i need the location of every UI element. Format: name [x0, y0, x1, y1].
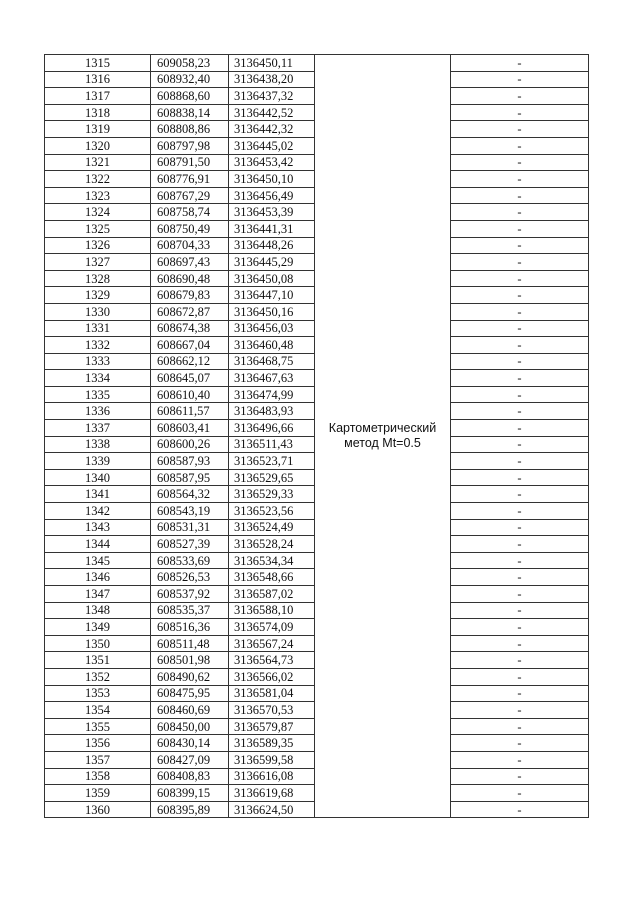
- x-coordinate-cell: 608674,38: [151, 320, 229, 337]
- y-coordinate-cell: 3136448,26: [229, 237, 315, 254]
- x-coordinate-cell: 608776,91: [151, 171, 229, 188]
- accuracy-cell: -: [451, 469, 589, 486]
- point-number-cell: 1352: [45, 668, 151, 685]
- x-coordinate-cell: 608475,95: [151, 685, 229, 702]
- accuracy-cell: -: [451, 635, 589, 652]
- point-number-cell: 1335: [45, 386, 151, 403]
- y-coordinate-cell: 3136456,03: [229, 320, 315, 337]
- y-coordinate-cell: 3136624,50: [229, 801, 315, 818]
- accuracy-cell: -: [451, 503, 589, 520]
- point-number-cell: 1324: [45, 204, 151, 221]
- point-number-cell: 1349: [45, 619, 151, 636]
- point-number-cell: 1348: [45, 602, 151, 619]
- x-coordinate-cell: 608450,00: [151, 718, 229, 735]
- x-coordinate-cell: 608667,04: [151, 337, 229, 354]
- accuracy-cell: -: [451, 536, 589, 553]
- accuracy-cell: -: [451, 619, 589, 636]
- accuracy-cell: -: [451, 386, 589, 403]
- y-coordinate-cell: 3136450,11: [229, 55, 315, 72]
- method-cell: [315, 55, 451, 818]
- accuracy-cell: -: [451, 785, 589, 802]
- x-coordinate-cell: 608564,32: [151, 486, 229, 503]
- x-coordinate-cell: 608399,15: [151, 785, 229, 802]
- accuracy-cell: -: [451, 403, 589, 420]
- point-number-cell: 1332: [45, 337, 151, 354]
- y-coordinate-cell: 3136453,42: [229, 154, 315, 171]
- y-coordinate-cell: 3136442,52: [229, 104, 315, 121]
- accuracy-cell: -: [451, 685, 589, 702]
- point-number-cell: 1315: [45, 55, 151, 72]
- y-coordinate-cell: 3136450,16: [229, 303, 315, 320]
- y-coordinate-cell: 3136523,71: [229, 453, 315, 470]
- y-coordinate-cell: 3136616,08: [229, 768, 315, 785]
- accuracy-cell: -: [451, 751, 589, 768]
- x-coordinate-cell: 608537,92: [151, 586, 229, 603]
- y-coordinate-cell: 3136599,58: [229, 751, 315, 768]
- x-coordinate-cell: 608750,49: [151, 220, 229, 237]
- x-coordinate-cell: 608797,98: [151, 137, 229, 154]
- accuracy-cell: -: [451, 519, 589, 536]
- accuracy-cell: -: [451, 88, 589, 105]
- accuracy-cell: -: [451, 337, 589, 354]
- y-coordinate-cell: 3136445,02: [229, 137, 315, 154]
- accuracy-cell: -: [451, 220, 589, 237]
- y-coordinate-cell: 3136581,04: [229, 685, 315, 702]
- coordinates-table: [44, 54, 589, 818]
- accuracy-cell: -: [451, 270, 589, 287]
- point-number-cell: 1330: [45, 303, 151, 320]
- y-coordinate-cell: 3136450,08: [229, 270, 315, 287]
- point-number-cell: 1342: [45, 503, 151, 520]
- accuracy-cell: -: [451, 137, 589, 154]
- accuracy-cell: -: [451, 187, 589, 204]
- y-coordinate-cell: 3136441,31: [229, 220, 315, 237]
- accuracy-cell: -: [451, 353, 589, 370]
- y-coordinate-cell: 3136528,24: [229, 536, 315, 553]
- x-coordinate-cell: 608600,26: [151, 436, 229, 453]
- accuracy-cell: -: [451, 718, 589, 735]
- point-number-cell: 1343: [45, 519, 151, 536]
- x-coordinate-cell: 608543,19: [151, 503, 229, 520]
- point-number-cell: 1356: [45, 735, 151, 752]
- y-coordinate-cell: 3136483,93: [229, 403, 315, 420]
- point-number-cell: 1350: [45, 635, 151, 652]
- x-coordinate-cell: 608430,14: [151, 735, 229, 752]
- accuracy-cell: -: [451, 121, 589, 138]
- point-number-cell: 1341: [45, 486, 151, 503]
- point-number-cell: 1325: [45, 220, 151, 237]
- y-coordinate-cell: 3136496,66: [229, 420, 315, 437]
- accuracy-cell: -: [451, 104, 589, 121]
- x-coordinate-cell: 608758,74: [151, 204, 229, 221]
- y-coordinate-cell: 3136564,73: [229, 652, 315, 669]
- y-coordinate-cell: 3136548,66: [229, 569, 315, 586]
- y-coordinate-cell: 3136438,20: [229, 71, 315, 88]
- point-number-cell: 1345: [45, 552, 151, 569]
- point-number-cell: 1327: [45, 254, 151, 271]
- point-number-cell: 1333: [45, 353, 151, 370]
- x-coordinate-cell: 608535,37: [151, 602, 229, 619]
- point-number-cell: 1353: [45, 685, 151, 702]
- accuracy-cell: -: [451, 569, 589, 586]
- y-coordinate-cell: 3136529,33: [229, 486, 315, 503]
- point-number-cell: 1319: [45, 121, 151, 138]
- point-number-cell: 1338: [45, 436, 151, 453]
- accuracy-cell: -: [451, 652, 589, 669]
- accuracy-cell: -: [451, 453, 589, 470]
- point-number-cell: 1357: [45, 751, 151, 768]
- accuracy-cell: -: [451, 204, 589, 221]
- y-coordinate-cell: 3136468,75: [229, 353, 315, 370]
- method-line-2: метод Mt=0.5: [344, 436, 421, 451]
- y-coordinate-cell: 3136588,10: [229, 602, 315, 619]
- x-coordinate-cell: 608672,87: [151, 303, 229, 320]
- x-coordinate-cell: 608645,07: [151, 370, 229, 387]
- y-coordinate-cell: 3136437,32: [229, 88, 315, 105]
- y-coordinate-cell: 3136529,65: [229, 469, 315, 486]
- x-coordinate-cell: 608511,48: [151, 635, 229, 652]
- point-number-cell: 1354: [45, 702, 151, 719]
- accuracy-cell: -: [451, 71, 589, 88]
- x-coordinate-cell: 608767,29: [151, 187, 229, 204]
- y-coordinate-cell: 3136587,02: [229, 586, 315, 603]
- point-number-cell: 1323: [45, 187, 151, 204]
- accuracy-cell: -: [451, 237, 589, 254]
- accuracy-cell: -: [451, 668, 589, 685]
- y-coordinate-cell: 3136589,35: [229, 735, 315, 752]
- x-coordinate-cell: 608516,36: [151, 619, 229, 636]
- table-row: [45, 55, 589, 72]
- x-coordinate-cell: 608427,09: [151, 751, 229, 768]
- point-number-cell: 1337: [45, 420, 151, 437]
- accuracy-cell: -: [451, 370, 589, 387]
- accuracy-cell: -: [451, 420, 589, 437]
- accuracy-cell: -: [451, 486, 589, 503]
- x-coordinate-cell: 608690,48: [151, 270, 229, 287]
- point-number-cell: 1322: [45, 171, 151, 188]
- point-number-cell: 1331: [45, 320, 151, 337]
- x-coordinate-cell: 608603,41: [151, 420, 229, 437]
- accuracy-cell: -: [451, 552, 589, 569]
- x-coordinate-cell: 608704,33: [151, 237, 229, 254]
- x-coordinate-cell: 608527,39: [151, 536, 229, 553]
- accuracy-cell: -: [451, 586, 589, 603]
- point-number-cell: 1336: [45, 403, 151, 420]
- y-coordinate-cell: 3136442,32: [229, 121, 315, 138]
- y-coordinate-cell: 3136619,68: [229, 785, 315, 802]
- y-coordinate-cell: 3136567,24: [229, 635, 315, 652]
- accuracy-cell: -: [451, 702, 589, 719]
- y-coordinate-cell: 3136474,99: [229, 386, 315, 403]
- point-number-cell: 1320: [45, 137, 151, 154]
- point-number-cell: 1339: [45, 453, 151, 470]
- y-coordinate-cell: 3136511,43: [229, 436, 315, 453]
- x-coordinate-cell: 608395,89: [151, 801, 229, 818]
- x-coordinate-cell: 608679,83: [151, 287, 229, 304]
- y-coordinate-cell: 3136534,34: [229, 552, 315, 569]
- point-number-cell: 1360: [45, 801, 151, 818]
- x-coordinate-cell: 608697,43: [151, 254, 229, 271]
- point-number-cell: 1334: [45, 370, 151, 387]
- point-number-cell: 1329: [45, 287, 151, 304]
- x-coordinate-cell: 608868,60: [151, 88, 229, 105]
- point-number-cell: 1355: [45, 718, 151, 735]
- x-coordinate-cell: 608526,53: [151, 569, 229, 586]
- method-line-1: Картометрический: [328, 421, 437, 436]
- x-coordinate-cell: 608490,62: [151, 668, 229, 685]
- point-number-cell: 1340: [45, 469, 151, 486]
- y-coordinate-cell: 3136467,63: [229, 370, 315, 387]
- y-coordinate-cell: 3136453,39: [229, 204, 315, 221]
- x-coordinate-cell: 608460,69: [151, 702, 229, 719]
- accuracy-cell: -: [451, 735, 589, 752]
- y-coordinate-cell: 3136524,49: [229, 519, 315, 536]
- point-number-cell: 1344: [45, 536, 151, 553]
- y-coordinate-cell: 3136460,48: [229, 337, 315, 354]
- point-number-cell: 1321: [45, 154, 151, 171]
- point-number-cell: 1346: [45, 569, 151, 586]
- y-coordinate-cell: 3136523,56: [229, 503, 315, 520]
- point-number-cell: 1359: [45, 785, 151, 802]
- y-coordinate-cell: 3136447,10: [229, 287, 315, 304]
- accuracy-cell: -: [451, 171, 589, 188]
- accuracy-cell: -: [451, 801, 589, 818]
- x-coordinate-cell: 608838,14: [151, 104, 229, 121]
- y-coordinate-cell: 3136450,10: [229, 171, 315, 188]
- accuracy-cell: -: [451, 303, 589, 320]
- y-coordinate-cell: 3136570,53: [229, 702, 315, 719]
- accuracy-cell: -: [451, 436, 589, 453]
- accuracy-cell: -: [451, 602, 589, 619]
- y-coordinate-cell: 3136456,49: [229, 187, 315, 204]
- x-coordinate-cell: 608662,12: [151, 353, 229, 370]
- x-coordinate-cell: 608533,69: [151, 552, 229, 569]
- x-coordinate-cell: 608587,95: [151, 469, 229, 486]
- x-coordinate-cell: 608531,31: [151, 519, 229, 536]
- x-coordinate-cell: 608610,40: [151, 386, 229, 403]
- y-coordinate-cell: 3136574,09: [229, 619, 315, 636]
- accuracy-cell: -: [451, 154, 589, 171]
- point-number-cell: 1326: [45, 237, 151, 254]
- y-coordinate-cell: 3136579,87: [229, 718, 315, 735]
- x-coordinate-cell: 608611,57: [151, 403, 229, 420]
- x-coordinate-cell: 608408,83: [151, 768, 229, 785]
- point-number-cell: 1316: [45, 71, 151, 88]
- coordinates-table-body: [45, 55, 589, 818]
- x-coordinate-cell: 608587,93: [151, 453, 229, 470]
- y-coordinate-cell: 3136566,02: [229, 668, 315, 685]
- accuracy-cell: -: [451, 287, 589, 304]
- point-number-cell: 1318: [45, 104, 151, 121]
- accuracy-cell: -: [451, 55, 589, 72]
- x-coordinate-cell: 608932,40: [151, 71, 229, 88]
- x-coordinate-cell: 609058,23: [151, 55, 229, 72]
- point-number-cell: 1317: [45, 88, 151, 105]
- point-number-cell: 1358: [45, 768, 151, 785]
- x-coordinate-cell: 608501,98: [151, 652, 229, 669]
- y-coordinate-cell: 3136445,29: [229, 254, 315, 271]
- point-number-cell: 1347: [45, 586, 151, 603]
- x-coordinate-cell: 608808,86: [151, 121, 229, 138]
- point-number-cell: 1351: [45, 652, 151, 669]
- accuracy-cell: -: [451, 320, 589, 337]
- accuracy-cell: -: [451, 768, 589, 785]
- point-number-cell: 1328: [45, 270, 151, 287]
- x-coordinate-cell: 608791,50: [151, 154, 229, 171]
- accuracy-cell: -: [451, 254, 589, 271]
